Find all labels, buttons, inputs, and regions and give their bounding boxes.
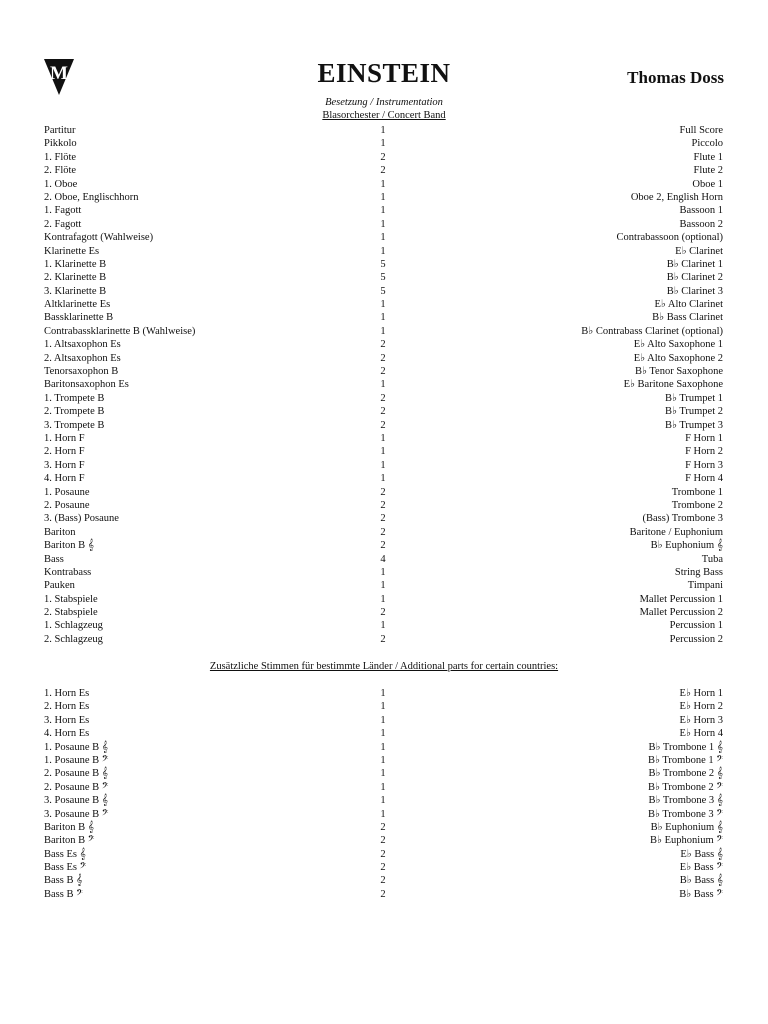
part-name-english: B♭ Trumpet 3 (664, 419, 723, 431)
part-count: 1 (380, 232, 386, 244)
part-count: 1 (380, 728, 386, 740)
part-name-english: B♭ Tenor Saxophone (634, 366, 723, 378)
part-count: 2 (380, 848, 386, 860)
part-row (44, 486, 723, 499)
part-count: 1 (380, 714, 386, 726)
part-count: 1 (380, 754, 386, 766)
part-name-english: Flute 1 (693, 151, 723, 163)
part-name-german: 1. Trompete B (44, 392, 105, 404)
part-row (44, 526, 723, 539)
part-name-german: 2. Flöte (44, 165, 77, 177)
part-row (44, 137, 723, 150)
part-name-german: 2. Fagott (44, 218, 82, 230)
part-row (44, 338, 723, 351)
part-name-english: F Horn 2 (685, 446, 723, 458)
part-count: 1 (380, 312, 386, 324)
part-name-english: Bassoon 2 (679, 218, 723, 230)
part-name-english: B♭ Clarinet 1 (666, 258, 723, 270)
part-name-english: E♭ Horn 4 (679, 728, 723, 740)
part-row (44, 888, 723, 901)
part-row (44, 325, 723, 338)
part-row (44, 245, 723, 258)
part-name-english: Contrabassoon (optional) (616, 232, 723, 244)
part-name-english: B♭ Trumpet 2 (664, 406, 723, 418)
part-name-english: E♭ Alto Saxophone 1 (633, 339, 723, 351)
part-count: 1 (380, 459, 386, 471)
part-row (44, 687, 723, 700)
part-name-english: E♭ Alto Clarinet (654, 299, 723, 311)
part-count: 1 (380, 205, 386, 217)
part-row (44, 218, 723, 231)
part-name-german: 2. Oboe, Englischhorn (44, 191, 139, 203)
svg-text:M: M (50, 63, 68, 84)
part-name-english: E♭ Baritone Saxophone (623, 379, 723, 391)
part-count: 2 (380, 151, 386, 163)
part-count: 2 (380, 526, 386, 538)
part-name-german: 1. Posaune B 𝄞 (44, 741, 108, 753)
part-row (44, 727, 723, 740)
part-count: 2 (380, 419, 386, 431)
part-name-english: B♭ Contrabass Clarinet (optional) (581, 325, 723, 337)
part-name-german: Tenorsaxophon B (44, 366, 119, 378)
part-name-german: 2. Posaune B 𝄢 (44, 781, 109, 793)
part-count: 2 (380, 835, 386, 847)
part-name-german: Kontrabass (44, 566, 92, 578)
part-count: 1 (380, 768, 386, 780)
part-name-german: 1. Horn F (44, 432, 85, 444)
part-row (44, 741, 723, 754)
part-count: 1 (380, 379, 386, 391)
part-name-english: B♭ Trumpet 1 (664, 392, 723, 404)
part-count: 1 (380, 245, 386, 257)
part-count: 1 (380, 741, 386, 753)
part-name-german: 2. Altsaxophon Es (44, 352, 121, 364)
additional-parts-list (44, 687, 723, 901)
part-name-german: Contrabassklarinette B (Wahlweise) (44, 325, 196, 337)
part-name-german: Bass Es 𝄞 (44, 848, 86, 860)
part-name-english: E♭ Clarinet (675, 245, 723, 257)
part-count: 1 (380, 178, 386, 190)
part-row (44, 874, 723, 887)
part-name-german: 2. Horn Es (44, 701, 90, 713)
part-row (44, 781, 723, 794)
part-name-english: Tuba (701, 553, 723, 565)
part-row (44, 619, 723, 632)
part-name-german: 2. Schlagzeug (44, 633, 103, 645)
part-row (44, 151, 723, 164)
instrumentation-subtitle: Besetzung / Instrumentation (325, 97, 443, 108)
part-name-german: Bass (44, 553, 64, 565)
part-name-german: 1. Horn Es (44, 688, 90, 699)
part-name-german: Bass B 𝄞 (44, 875, 83, 887)
part-count: 2 (380, 540, 386, 552)
part-count: 2 (380, 862, 386, 874)
part-name-english: B♭ Trombone 1 𝄞 (648, 741, 723, 753)
part-count: 5 (380, 272, 386, 284)
part-row (44, 378, 723, 391)
part-count: 1 (380, 125, 386, 136)
part-row (44, 445, 723, 458)
part-name-english: Full Score (679, 125, 723, 136)
part-count: 2 (380, 392, 386, 404)
part-name-english: F Horn 1 (685, 432, 723, 444)
part-count: 1 (380, 566, 386, 578)
part-count: 4 (380, 553, 386, 565)
part-name-german: 2. Posaune (44, 499, 90, 511)
part-count: 2 (380, 607, 386, 619)
part-name-german: 2. Stabspiele (44, 607, 98, 619)
part-row (44, 808, 723, 821)
part-row (44, 512, 723, 525)
part-row (44, 191, 723, 204)
part-name-english: E♭ Alto Saxophone 2 (633, 352, 723, 364)
part-name-english: Piccolo (691, 138, 723, 150)
part-name-english: B♭ Trombone 2 𝄞 (648, 768, 723, 780)
part-name-english: B♭ Euphonium 𝄢 (650, 835, 723, 847)
part-name-english: E♭ Horn 3 (679, 714, 723, 726)
part-row (44, 499, 723, 512)
part-name-german: Bass B 𝄢 (44, 888, 83, 900)
part-row (44, 767, 723, 780)
part-name-english: String Bass (674, 566, 723, 578)
part-count: 1 (380, 620, 386, 632)
part-name-german: 1. Posaune B 𝄢 (44, 754, 109, 766)
part-count: 2 (380, 352, 386, 364)
part-name-german: 3. Klarinette B (44, 285, 107, 297)
part-count: 1 (380, 218, 386, 230)
part-row (44, 419, 723, 432)
part-name-german: Bariton B 𝄞 (44, 821, 94, 833)
part-name-german: 2. Posaune B 𝄞 (44, 768, 108, 780)
part-count: 2 (380, 875, 386, 887)
part-name-english: B♭ Trombone 1 𝄢 (647, 754, 723, 766)
part-name-german: Bass Es 𝄢 (44, 862, 87, 874)
part-row (44, 352, 723, 365)
part-name-german: 2. Klarinette B (44, 272, 107, 284)
part-name-german: 3. (Bass) Posaune (44, 513, 119, 525)
part-name-english: B♭ Euphonium 𝄞 (650, 821, 723, 833)
part-name-german: 1. Stabspiele (44, 593, 98, 605)
part-name-german: 4. Horn Es (44, 728, 90, 740)
part-name-german: 1. Schlagzeug (44, 620, 103, 632)
part-name-english: (Bass) Trombone 3 (642, 513, 723, 525)
ensemble-label: Blasorchester / Concert Band (322, 110, 446, 121)
part-name-german: 1. Oboe (44, 178, 78, 190)
part-name-german: 4. Horn F (44, 473, 85, 485)
part-row (44, 311, 723, 324)
part-name-english: F Horn 3 (685, 459, 723, 471)
part-row (44, 459, 723, 472)
part-name-english: Timpani (687, 580, 723, 592)
part-name-english: Flute 2 (693, 165, 723, 177)
part-row (44, 754, 723, 767)
part-name-english: E♭ Horn 2 (679, 701, 723, 713)
part-name-german: Kontrafagott (Wahlweise) (44, 232, 154, 244)
part-row (44, 834, 723, 847)
part-name-german: 1. Klarinette B (44, 258, 107, 270)
part-name-german: 1. Posaune (44, 486, 90, 498)
page-title: EINSTEIN (317, 58, 451, 88)
part-count: 1 (380, 191, 386, 203)
part-row (44, 606, 723, 619)
part-count: 5 (380, 285, 386, 297)
part-name-german: Pikkolo (44, 138, 77, 150)
part-count: 1 (380, 781, 386, 793)
part-row (44, 861, 723, 874)
part-name-english: B♭ Trombone 3 𝄞 (648, 795, 723, 807)
part-row (44, 472, 723, 485)
part-name-english: B♭ Trombone 2 𝄢 (647, 781, 723, 793)
part-name-english: B♭ Clarinet 3 (666, 285, 723, 297)
part-row (44, 432, 723, 445)
part-name-german: 2. Horn F (44, 446, 85, 458)
part-name-german: Baritonsaxophon Es (44, 379, 129, 391)
part-name-german: 3. Horn Es (44, 714, 90, 726)
part-name-english: Mallet Percussion 2 (639, 607, 723, 619)
part-row (44, 365, 723, 378)
part-row (44, 204, 723, 217)
part-name-german: Bariton B 𝄞 (44, 540, 94, 552)
part-row (44, 794, 723, 807)
part-count: 2 (380, 366, 386, 378)
part-count: 5 (380, 258, 386, 270)
part-name-english: Trombone 1 (671, 486, 723, 498)
part-row (44, 579, 723, 592)
part-name-german: Bariton B 𝄢 (44, 835, 95, 847)
part-name-english: Mallet Percussion 1 (639, 593, 723, 605)
part-count: 1 (380, 299, 386, 311)
part-name-english: E♭ Bass 𝄢 (679, 862, 723, 874)
part-count: 2 (380, 486, 386, 498)
part-name-german: 3. Trompete B (44, 419, 105, 431)
instrumentation-list (44, 124, 723, 646)
part-row (44, 821, 723, 834)
part-row (44, 258, 723, 271)
part-name-german: 3. Posaune B 𝄢 (44, 808, 109, 820)
part-count: 2 (380, 406, 386, 418)
part-count: 2 (380, 499, 386, 511)
part-count: 2 (380, 821, 386, 833)
part-row (44, 539, 723, 552)
part-name-english: E♭ Bass 𝄞 (680, 848, 723, 860)
part-name-english: Oboe 2, English Horn (630, 191, 723, 203)
part-row (44, 164, 723, 177)
part-name-german: 1. Fagott (44, 205, 82, 217)
part-name-german: Bassklarinette B (44, 312, 114, 324)
part-name-german: 1. Altsaxophon Es (44, 339, 121, 351)
part-name-english: B♭ Clarinet 2 (666, 272, 723, 284)
part-count: 1 (380, 432, 386, 444)
part-name-german: 1. Flöte (44, 151, 77, 163)
part-name-english: B♭ Euphonium 𝄞 (650, 540, 723, 552)
part-name-english: B♭ Trombone 3 𝄢 (647, 808, 723, 820)
part-count: 1 (380, 795, 386, 807)
part-count: 1 (380, 580, 386, 592)
part-name-english: Trombone 2 (671, 499, 723, 511)
part-name-german: 3. Horn F (44, 459, 85, 471)
part-name-german: Bariton (44, 526, 76, 538)
part-row (44, 271, 723, 284)
part-row (44, 553, 723, 566)
part-name-english: Oboe 1 (692, 178, 723, 190)
part-name-english: F Horn 4 (685, 473, 723, 485)
part-count: 2 (380, 339, 386, 351)
part-name-german: Partitur (44, 125, 76, 136)
part-row (44, 714, 723, 727)
part-count: 1 (380, 593, 386, 605)
part-row (44, 848, 723, 861)
part-row (44, 633, 723, 646)
part-row (44, 178, 723, 191)
part-row (44, 285, 723, 298)
part-row (44, 566, 723, 579)
part-name-english: B♭ Bass 𝄢 (679, 888, 723, 900)
part-name-english: B♭ Bass Clarinet (652, 312, 723, 324)
part-name-english: Percussion 1 (669, 620, 723, 632)
part-name-english: E♭ Horn 1 (679, 688, 723, 699)
part-name-english: Percussion 2 (669, 633, 723, 645)
part-count: 2 (380, 513, 386, 525)
part-count: 2 (380, 165, 386, 177)
part-count: 2 (380, 888, 386, 900)
part-count: 1 (380, 808, 386, 820)
part-row (44, 124, 723, 137)
part-count: 1 (380, 138, 386, 150)
part-name-german: Pauken (44, 580, 75, 592)
part-name-english: B♭ Bass 𝄞 (679, 875, 723, 887)
part-count: 2 (380, 633, 386, 645)
part-row (44, 700, 723, 713)
part-name-german: 3. Posaune B 𝄞 (44, 795, 108, 807)
part-row (44, 298, 723, 311)
part-row (44, 593, 723, 606)
part-count: 1 (380, 446, 386, 458)
part-row (44, 392, 723, 405)
additional-parts-heading: Zusätzliche Stimmen für bestimmte Länder / Additional parts for certain countries: (209, 661, 559, 672)
part-count: 1 (380, 701, 386, 713)
part-name-german: Klarinette Es (44, 245, 100, 257)
part-row (44, 231, 723, 244)
composer-name: Thomas Doss (627, 68, 724, 87)
part-name-german: Altklarinette Es (44, 299, 111, 311)
part-count: 1 (380, 688, 386, 699)
part-name-german: 2. Trompete B (44, 406, 105, 418)
part-name-english: Bassoon 1 (679, 205, 723, 217)
part-name-english: Baritone / Euphonium (629, 526, 723, 538)
part-count: 1 (380, 473, 386, 485)
part-row (44, 405, 723, 418)
part-count: 1 (380, 325, 386, 337)
